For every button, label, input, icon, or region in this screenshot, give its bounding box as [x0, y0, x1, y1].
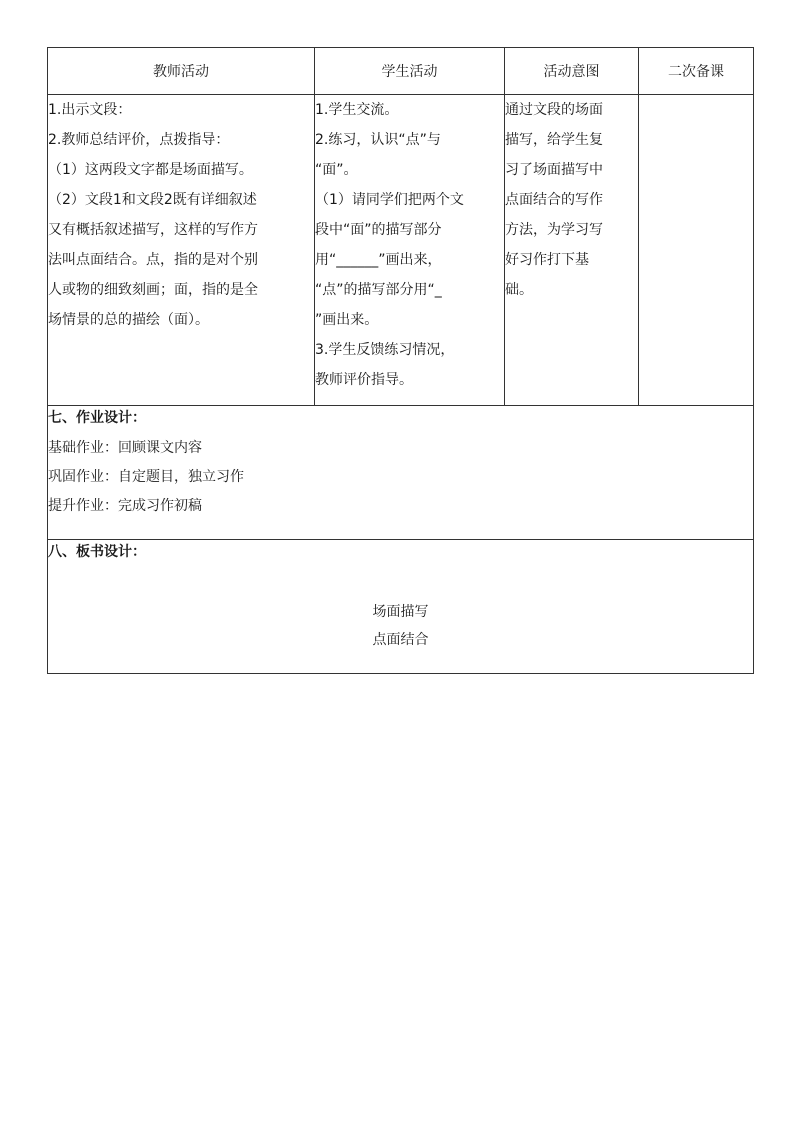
intent-line: 础。	[505, 282, 533, 298]
student-line: 用“______”画出来，	[315, 252, 442, 268]
board-title: 八、板书设计：	[48, 544, 146, 560]
homework-item: 巩固作业：自定题目，独立习作	[48, 469, 244, 485]
header-activity-intent: 活动意图	[505, 48, 639, 95]
second-prep-cell	[639, 95, 754, 406]
student-line: 1.学生交流。	[315, 102, 399, 118]
header-row	[48, 48, 754, 95]
header-second-prep: 二次备课	[639, 48, 754, 95]
teacher-line: 2.教师总结评价，点拨指导：	[48, 132, 230, 148]
student-line: （1）请同学们把两个文	[315, 192, 464, 208]
student-line: 2.练习，认识“点”与	[315, 132, 441, 148]
teacher-line: 法叫点面结合。点，指的是对个别	[48, 252, 258, 268]
homework-cell	[48, 406, 754, 540]
homework-item: 提升作业：完成习作初稿	[48, 498, 202, 514]
student-line: 段中“面”的描写部分	[315, 222, 442, 238]
student-line: “点”的描写部分用“_	[315, 282, 442, 298]
homework-title: 七、作业设计：	[48, 410, 146, 426]
lesson-plan-table	[47, 47, 754, 674]
activity-row	[48, 95, 754, 406]
teacher-line: 场情景的总的描绘（面）。	[48, 312, 209, 328]
board-content	[48, 568, 753, 662]
student-line: 教师评价指导。	[315, 372, 413, 388]
board-cell	[48, 540, 754, 674]
homework-row	[48, 406, 754, 540]
student-line: “面”。	[315, 162, 358, 178]
teacher-line: （1）这两段文字都是场面描写。	[48, 162, 253, 178]
intent-line: 习了场面描写中	[505, 162, 603, 178]
student-activity-cell	[315, 95, 505, 406]
student-line: 3.学生反馈练习情况，	[315, 342, 455, 358]
intent-line: 描写，给学生复	[505, 132, 603, 148]
intent-line: 点面结合的写作	[505, 192, 603, 208]
header-student-activity: 学生活动	[315, 48, 505, 95]
header-teacher-activity: 教师活动	[48, 48, 315, 95]
teacher-line: 人或物的细致刻画；面，指的是全	[48, 282, 258, 298]
homework-item: 基础作业：回顾课文内容	[48, 440, 202, 456]
intent-line: 通过文段的场面	[505, 102, 603, 118]
intent-line: 好习作打下基	[505, 252, 589, 268]
student-line: ”画出来。	[315, 312, 379, 328]
board-row	[48, 540, 754, 674]
teacher-line: （2）文段1和文段2既有详细叙述	[48, 192, 257, 208]
intent-line: 方法，为学习写	[505, 222, 603, 238]
board-line: 场面描写	[372, 604, 429, 620]
teacher-line: 又有概括叙述描写，这样的写作方	[48, 222, 258, 238]
teacher-line: 1.出示文段：	[48, 102, 132, 118]
teacher-activity-cell	[48, 95, 315, 406]
board-line: 点面结合	[372, 632, 429, 648]
activity-intent-cell	[505, 95, 639, 406]
